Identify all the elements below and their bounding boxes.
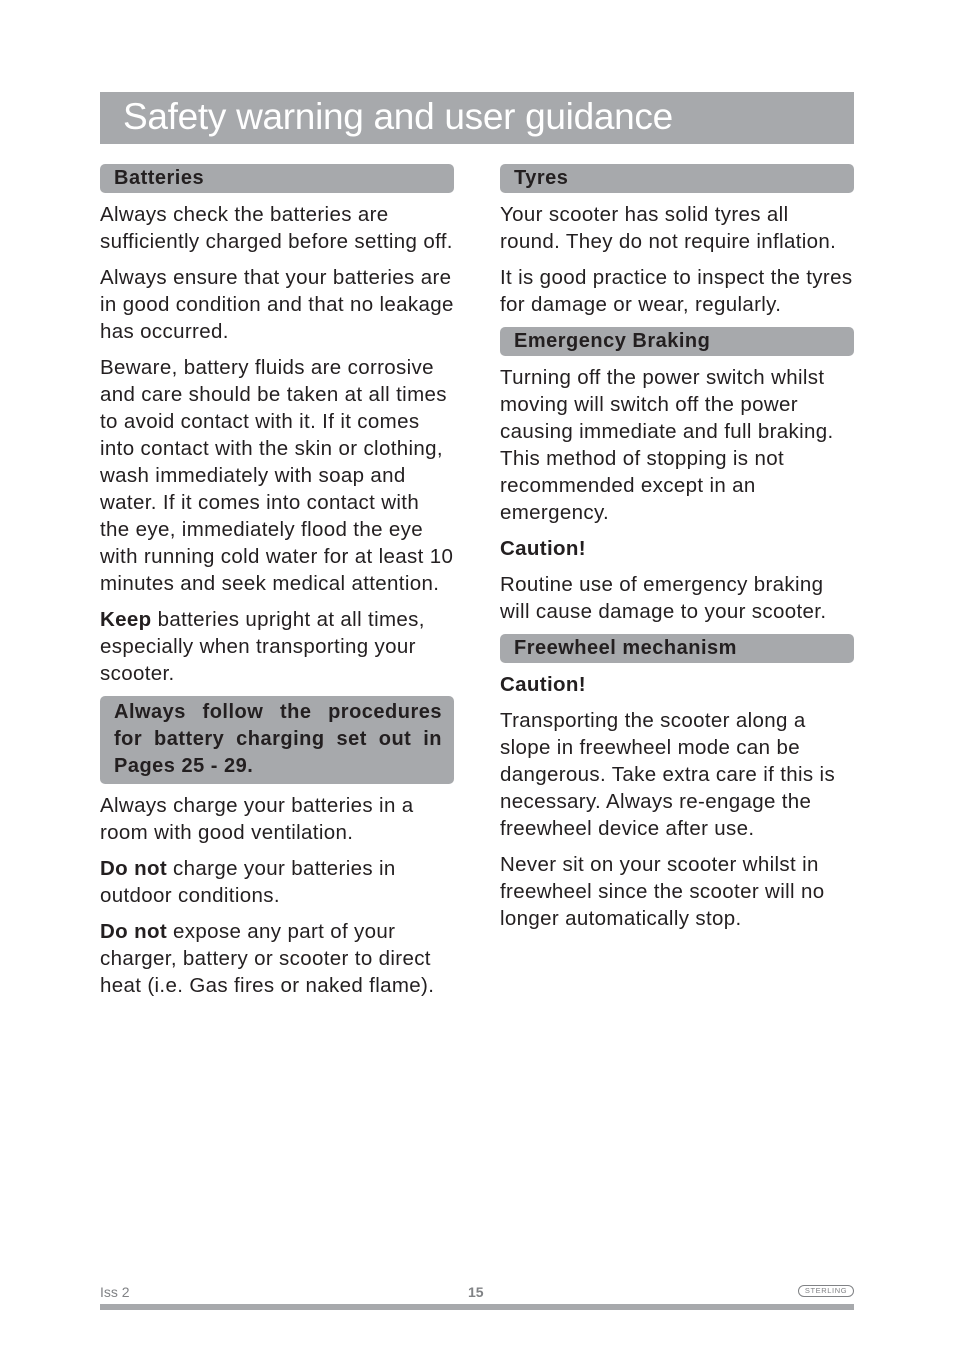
charging-procedure-note: Always follow the procedures for battery charging set out in Pages 25 - 29. xyxy=(100,696,454,784)
tyres-heading: Tyres xyxy=(500,164,854,193)
batteries-paragraph-4 xyxy=(100,606,454,687)
braking-paragraph-2: Routine use of emergency braking will cause damage to your scooter. xyxy=(500,573,827,623)
batteries-paragraph-4-text: batteries upright at all times, especially when transporting your scooter. xyxy=(100,608,425,685)
do-not-emphasis: Do not xyxy=(100,920,167,943)
freewheel-heading: Freewheel mechanism xyxy=(500,634,854,663)
charging-paragraph-1: Always charge your batteries in a room with good ventilation. xyxy=(100,794,414,844)
charging-paragraph-3-text: expose any part of your charger, battery or scooter to direct heat (i.e. Gas fires or naked flame). xyxy=(100,920,435,997)
page-title-bar xyxy=(100,92,854,144)
freewheel-paragraph-1: Transporting the scooter along a slope in freewheel mode can be dangerous. Take extra care if this is necessary. Always re-engage the freewheel device after use. xyxy=(500,709,836,840)
batteries-heading: Batteries xyxy=(100,164,454,193)
batteries-paragraph-3: Beware, battery fluids are corrosive and care should be taken at all times to avoid contact with it. If it comes into contact with the skin or clothing, wash immediately with soap and water. If it comes into contact with the eye, immediately flood the eye with running cold water for at least 10 minutes and seek medical attention. xyxy=(100,356,454,595)
sterling-logo: STERLING xyxy=(798,1285,854,1297)
tyres-paragraph-1: Your scooter has solid tyres all round. They do not require inflation. xyxy=(500,203,837,253)
charging-paragraph-2-text: charge your batteries in outdoor conditions. xyxy=(100,857,396,907)
batteries-paragraph-2: Always ensure that your batteries are in good condition and that no leakage has occurred. xyxy=(100,266,454,343)
left-column xyxy=(100,164,454,1008)
braking-paragraph-1: Turning off the power switch whilst moving will switch off the power causing immediate and full braking. This method of stopping is not recommended except in an emergency. xyxy=(500,366,834,524)
page-number: 15 xyxy=(468,1284,484,1300)
tyres-paragraph-2: It is good practice to inspect the tyres for damage or wear, regularly. xyxy=(500,266,853,316)
braking-caution: Caution! xyxy=(500,537,586,560)
do-not-emphasis: Do not xyxy=(100,857,167,880)
page-title: Safety warning and user guidance xyxy=(123,96,673,137)
right-column xyxy=(500,164,854,941)
footer-rule xyxy=(100,1304,854,1310)
charging-paragraph-3 xyxy=(100,918,454,999)
freewheel-paragraph-2: Never sit on your scooter whilst in freewheel since the scooter will no longer automatically stop. xyxy=(500,853,825,930)
issue-label: Iss 2 xyxy=(100,1284,130,1300)
charging-paragraph-2 xyxy=(100,855,454,909)
emergency-braking-heading: Emergency Braking xyxy=(500,327,854,356)
batteries-paragraph-1: Always check the batteries are sufficiently charged before setting off. xyxy=(100,203,453,253)
keep-emphasis: Keep xyxy=(100,608,152,631)
freewheel-caution: Caution! xyxy=(500,673,586,696)
